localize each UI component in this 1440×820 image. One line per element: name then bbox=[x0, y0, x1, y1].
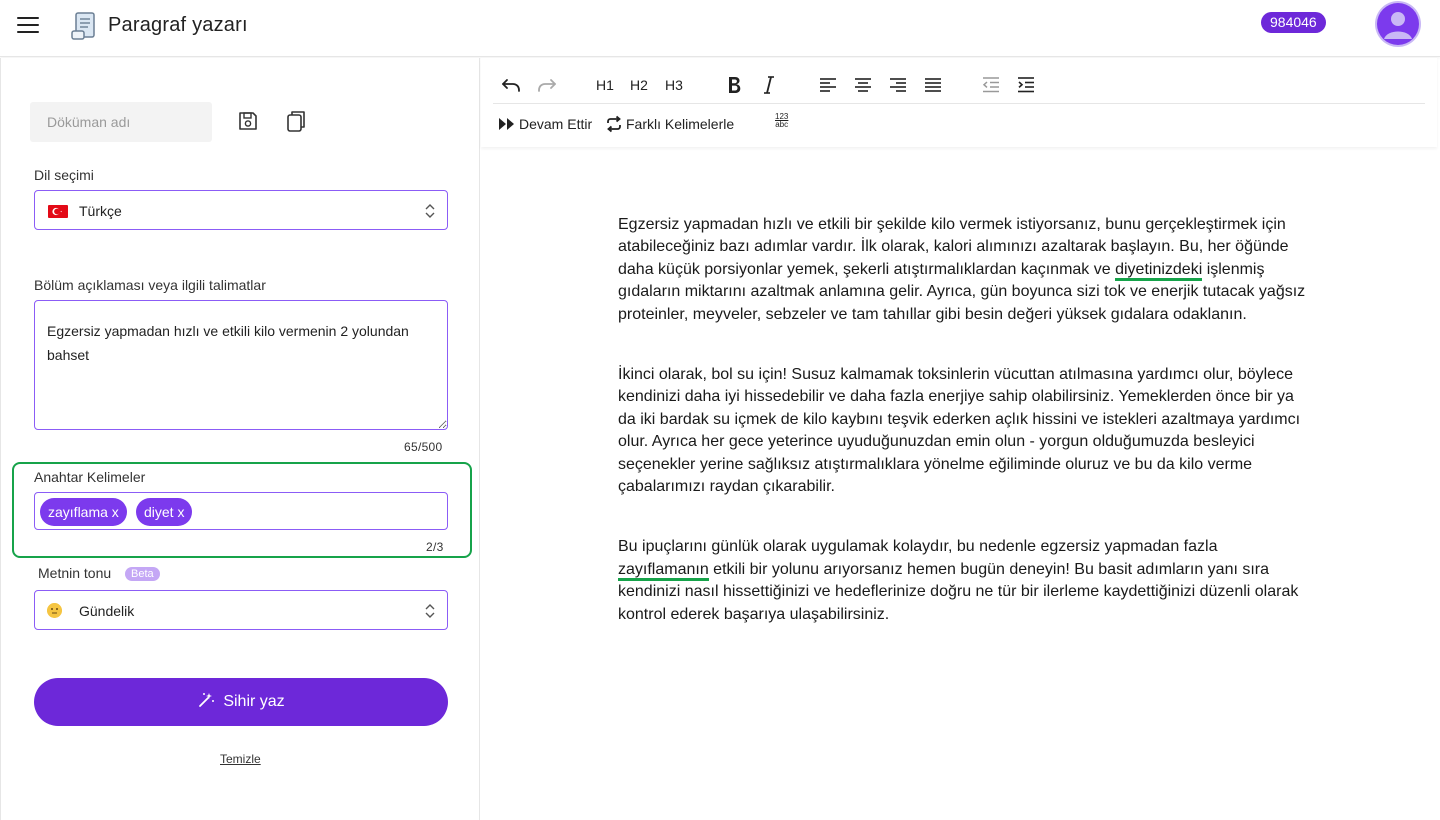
language-label: Dil seçimi bbox=[34, 167, 94, 183]
word-count-icon[interactable] bbox=[775, 113, 788, 133]
magic-write-label: Sihir yaz bbox=[223, 693, 285, 710]
bold-icon[interactable] bbox=[724, 74, 744, 96]
user-avatar-icon[interactable] bbox=[1375, 1, 1421, 47]
keyword-chip[interactable]: zayıflama x bbox=[40, 498, 127, 526]
toolbar-divider bbox=[493, 103, 1425, 104]
smiley-emoji-icon bbox=[47, 603, 62, 618]
select-arrows-icon bbox=[425, 202, 435, 220]
save-icon[interactable] bbox=[237, 110, 259, 132]
tone-label: Metnin tonu bbox=[38, 565, 112, 581]
credit-badge: 984046 bbox=[1261, 12, 1326, 33]
continue-button[interactable] bbox=[498, 114, 592, 134]
keywords-counter: 2/3 bbox=[426, 540, 444, 554]
top-bar bbox=[0, 0, 1440, 57]
rephrase-button[interactable] bbox=[605, 114, 734, 134]
editor-toolbar bbox=[481, 58, 1437, 147]
align-justify-icon[interactable] bbox=[923, 74, 943, 96]
editor-content[interactable] bbox=[618, 214, 1308, 664]
rephrase-label: Farklı Kelimelerle bbox=[626, 116, 735, 132]
align-center-icon[interactable] bbox=[853, 74, 873, 96]
left-panel bbox=[0, 58, 480, 820]
fast-forward-icon bbox=[498, 117, 516, 131]
align-left-icon[interactable] bbox=[818, 74, 838, 96]
word-count-icon-bottom: abc bbox=[775, 120, 789, 129]
hamburger-menu-icon[interactable] bbox=[17, 17, 39, 35]
keyword-chip[interactable]: diyet x bbox=[136, 498, 192, 526]
document-name-input[interactable] bbox=[30, 102, 212, 142]
tone-select[interactable] bbox=[34, 590, 448, 630]
clear-link[interactable]: Temizle bbox=[220, 752, 261, 766]
paragraph-1-text: Egzersiz yapmadan hızlı ve etkili bir şekilde kilo vermek istiyorsanız, bunu gerçekleştirmek için atabileceğiniz bazı adımlar vardır. İlk olarak, kalori alımınızı azaltarak başlayın. Bu, her öğünde daha küçük porsiyonlar yemek, şekerli atıştırmalıklardan kaçınmak ve bbox=[618, 216, 1289, 278]
paragraph-1-text-end: işlenmiş gıdaların miktarını azaltmak anlamına gelir. Ayrıca, gün boyunca sizi tok ve enerjik tutacak yağsız proteinler, meyveler, sebzeler ve tam tahıllar gibi besin değeri yüksek gıdalara odaklanın. bbox=[618, 260, 1306, 323]
italic-icon[interactable] bbox=[760, 74, 778, 96]
instructions-label: Bölüm açıklaması veya ilgili talimatlar bbox=[34, 277, 266, 293]
instructions-counter: 65/500 bbox=[404, 440, 443, 454]
heading-3-button[interactable]: H3 bbox=[665, 77, 683, 93]
repeat-icon bbox=[605, 115, 623, 133]
magic-wand-icon bbox=[197, 691, 215, 709]
paragraph-3-text: Bu ipuçlarını günlük olarak uygulamak kolaydır, bu nedenle egzersiz yapmadan fazla bbox=[618, 538, 1218, 556]
beta-badge: Beta bbox=[125, 567, 160, 581]
copy-icon[interactable] bbox=[285, 109, 307, 133]
magic-write-button[interactable] bbox=[34, 678, 448, 726]
indent-icon[interactable] bbox=[1016, 74, 1036, 96]
paragraph-3-text-end: etkili bir yolunu arıyorsanız hemen bugün deneyin! Bu basit adımların yanı sıra kendinizi nasıl hissettiğinizi ve hedeflerinize doğru ne tür bir ilerleme kaydettiğinizi düzenli olarak kontrol ederek başarıya ulaşabilirsiniz. bbox=[618, 560, 1299, 623]
heading-2-button[interactable]: H2 bbox=[630, 77, 648, 93]
keyword-highlight: diyetinizdeki bbox=[1115, 261, 1202, 281]
undo-icon[interactable] bbox=[500, 74, 522, 96]
language-select[interactable] bbox=[34, 190, 448, 230]
keywords-input[interactable] bbox=[34, 492, 448, 530]
outdent-icon[interactable] bbox=[981, 74, 1001, 96]
turkey-flag-icon bbox=[48, 205, 68, 218]
paragraph-2: İkinci olarak, bol su için! Susuz kalmamak toksinlerin vücuttan atılmasına yardımcı olur, böylece kendinizi daha iyi hissedebilir ve daha fazla enerjiye sahip olabilirsiniz. Yemeklerden önce bir ya da iki bardak su içmek de kilo kaybını teşvik ederken açlık hissini ve istekleri azaltmaya yardımcı olur. Ayrıca her gece yeterince uyuduğunuzdan emin olun - yorgun olduğumuzda besleyici seçenekler yerine sağlıksız atıştırmalıklara yönelme eğiliminde oluruz ve bu da kilo verme çabalarımızı raydan çıkarabilir. bbox=[618, 366, 1301, 496]
paragraph-3 bbox=[618, 536, 1308, 626]
word-count-icon-top: 123 bbox=[775, 112, 789, 121]
instructions-textarea[interactable] bbox=[34, 300, 448, 430]
tone-selected: Gündelik bbox=[79, 603, 135, 619]
continue-label: Devam Ettir bbox=[519, 116, 593, 132]
align-right-icon[interactable] bbox=[888, 74, 908, 96]
select-arrows-icon bbox=[425, 602, 435, 620]
keywords-label: Anahtar Kelimeler bbox=[34, 469, 146, 485]
heading-1-button[interactable]: H1 bbox=[596, 77, 614, 93]
paragraph-1 bbox=[618, 214, 1308, 326]
redo-icon[interactable] bbox=[536, 74, 558, 96]
language-selected: Türkçe bbox=[79, 203, 122, 219]
scroll-document-icon bbox=[70, 11, 98, 41]
keyword-highlight: zayıflamanın bbox=[618, 561, 709, 581]
app-title: Paragraf yazarı bbox=[108, 14, 248, 36]
